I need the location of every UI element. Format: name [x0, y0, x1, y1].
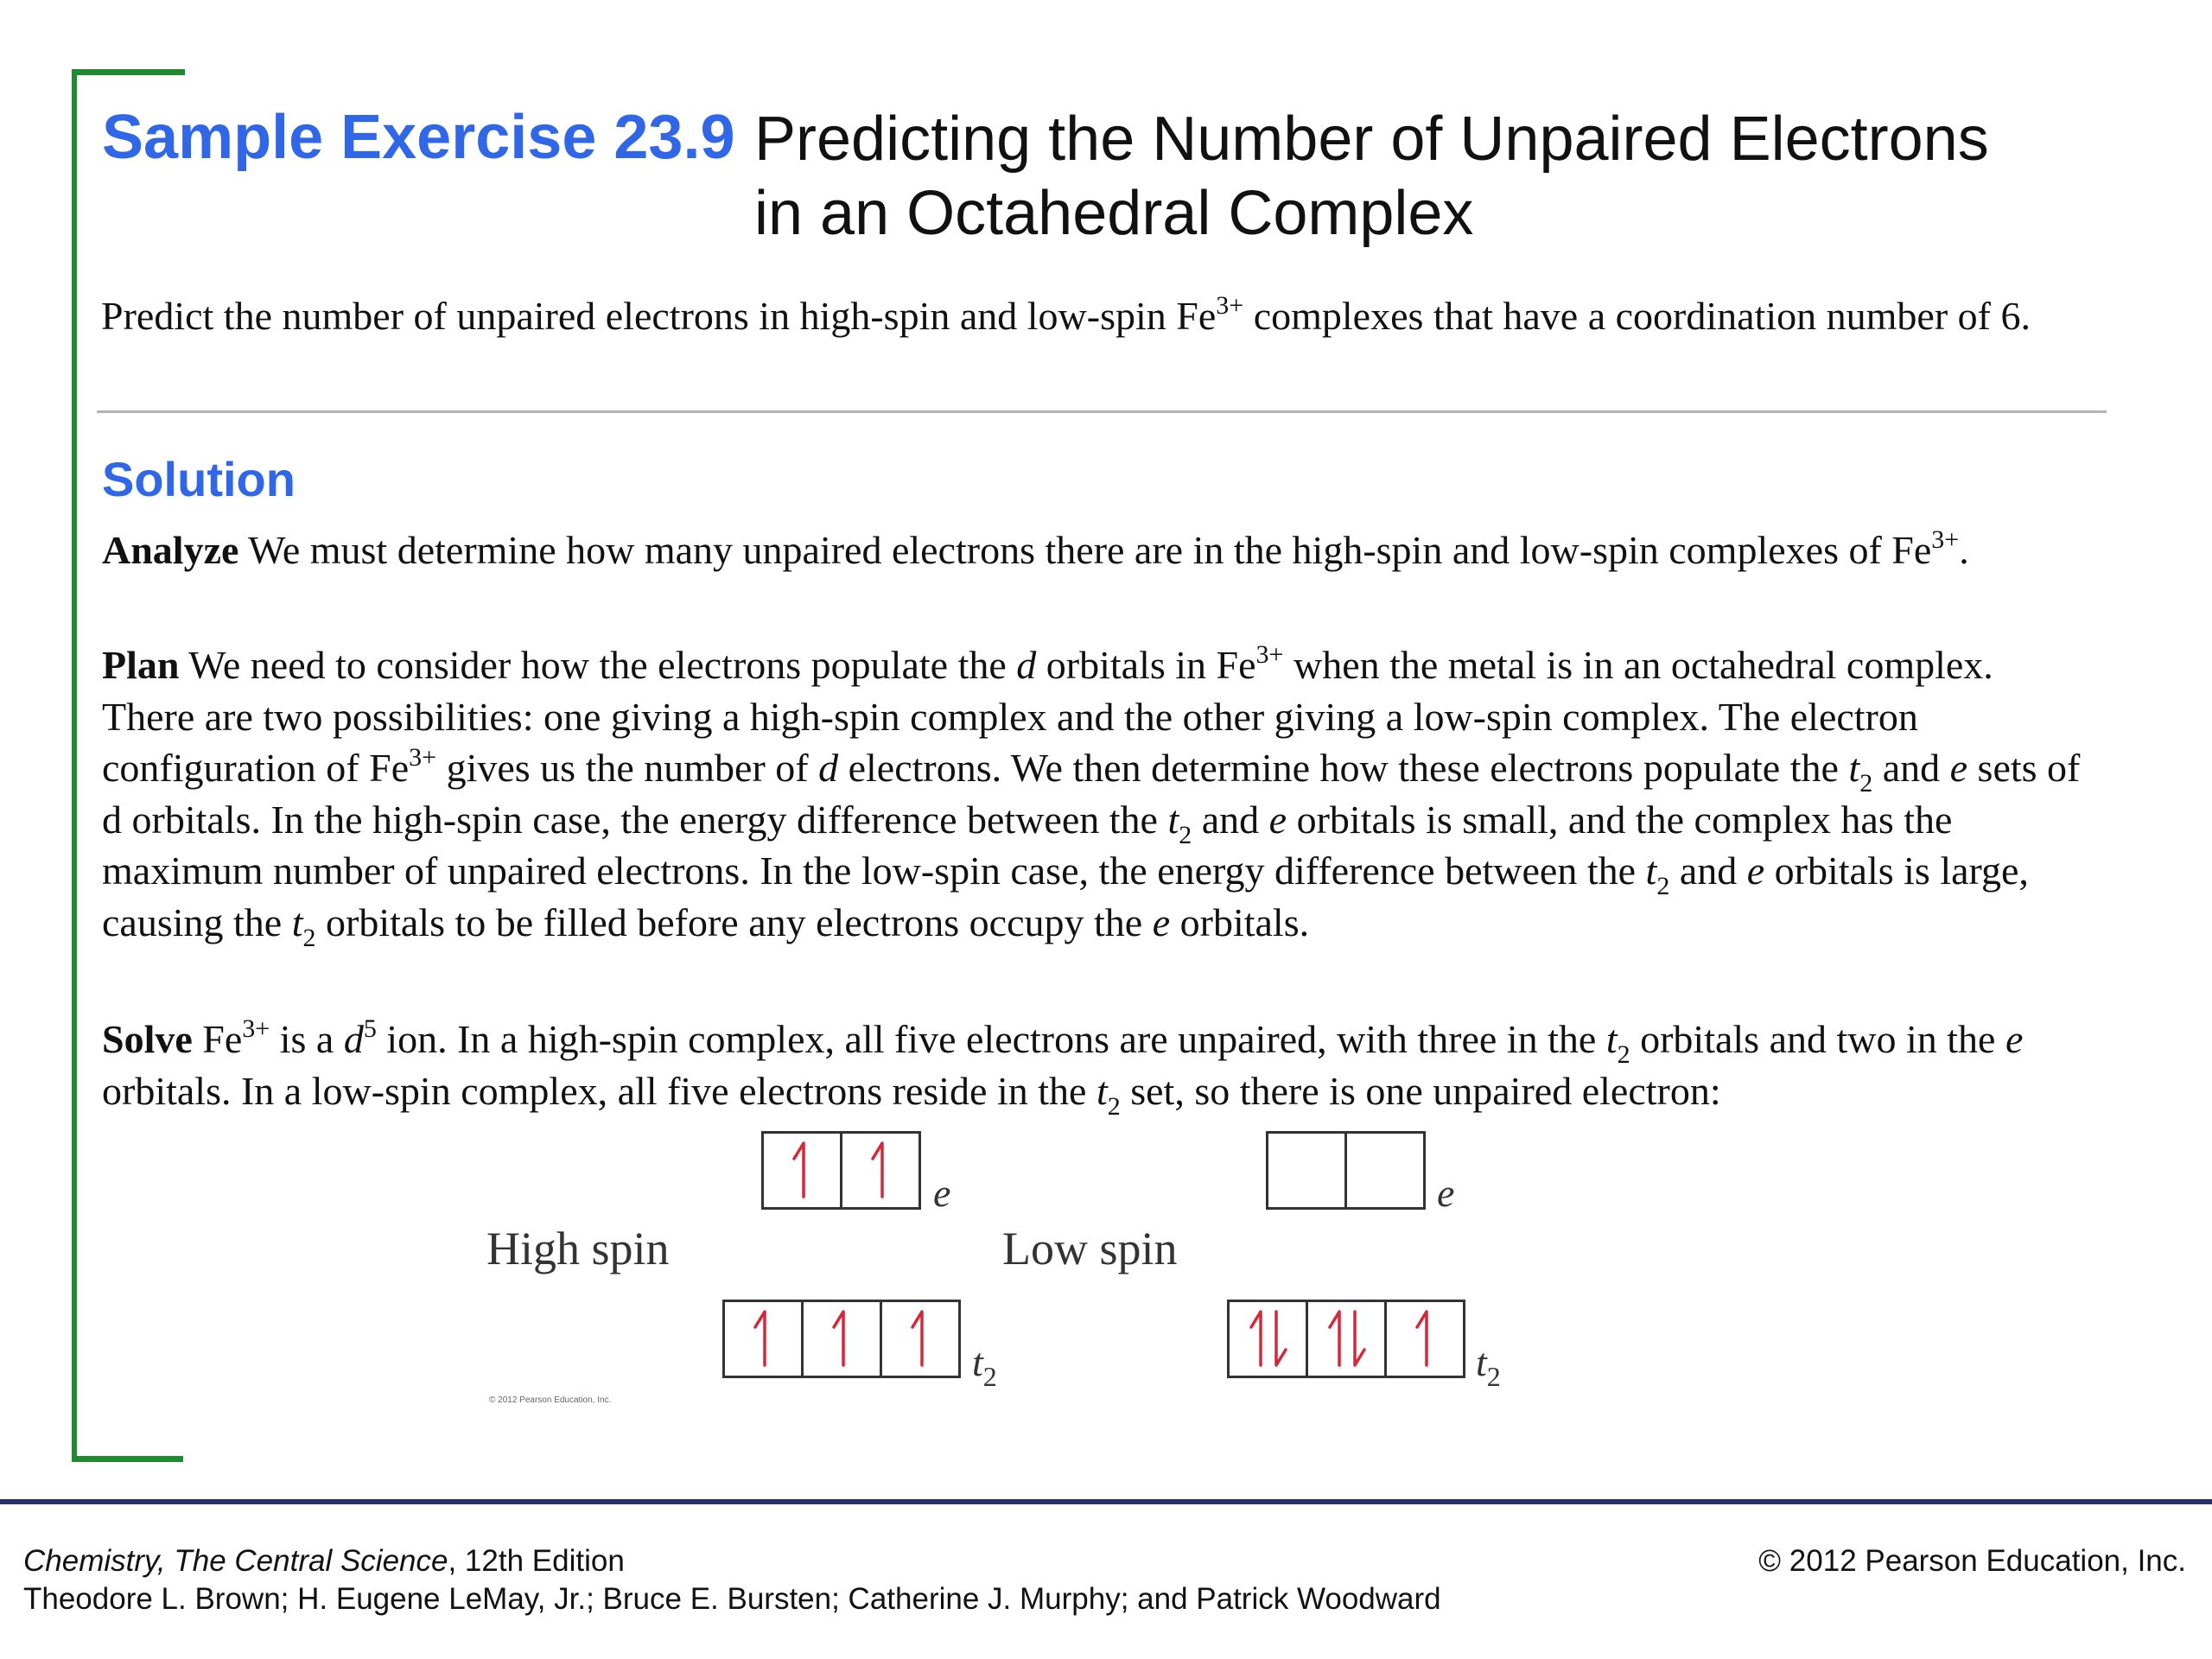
t2-symbol — [1848, 746, 1873, 798]
solve-text: ion. In a high-spin complex, all five electrons are unpaired, with three in the — [376, 1017, 1606, 1061]
left-bracket-bottom — [72, 1456, 183, 1462]
footer-rule — [0, 1499, 2212, 1504]
analyze-charge: 3+ — [1931, 525, 1960, 554]
low-spin-t2-orbitals — [1227, 1300, 1465, 1378]
high-spin-t2-orbitals — [722, 1300, 961, 1378]
plan-text: when the metal is in an octahedral complex. There are two possibilities: one giving a high-spin complex and the other giving a low-spin complex. The electron configuration of Fe — [102, 643, 1993, 790]
orbital-box — [1230, 1302, 1308, 1376]
plan-charge: 3+ — [409, 743, 437, 772]
t-symbol: t — [1096, 1068, 1108, 1113]
solve-text: orbitals and two in the — [1630, 1017, 2005, 1061]
orbital-box — [1347, 1134, 1423, 1207]
solve-label: Solve — [102, 1017, 193, 1061]
t-subscript: 2 — [1859, 769, 1873, 798]
unpaired-electron-icon — [855, 1140, 906, 1202]
t2-label-t: t — [972, 1340, 983, 1384]
plan-charge: 3+ — [1255, 640, 1284, 669]
paired-electrons-icon — [1242, 1308, 1294, 1370]
solve-text: Fe — [192, 1017, 243, 1061]
plan-text: sets of d orbitals. In the high-spin case, the energy difference between the — [102, 746, 2081, 842]
footer-authors: Theodore L. Brown; H. Eugene LeMay, Jr.; Bruce E. Bursten; Catherine J. Murphy; and Patrick Woodward — [23, 1582, 1441, 1616]
left-bracket-top — [72, 69, 185, 75]
t2-symbol — [291, 899, 316, 952]
t-subscript: 2 — [1179, 820, 1192, 849]
high-spin-t2-label — [972, 1339, 997, 1392]
orbital-box — [725, 1302, 804, 1376]
solve-d-exponent: 5 — [363, 1014, 377, 1043]
high-spin-e-label: e — [933, 1171, 951, 1215]
plan-text: and — [1872, 746, 1950, 790]
footer-edition: , 12th Edition — [448, 1544, 625, 1578]
t-symbol: t — [1167, 797, 1179, 842]
orbital-box — [1387, 1302, 1463, 1376]
e-symbol: e — [1949, 746, 1968, 790]
analyze-label: Analyze — [102, 528, 239, 572]
paired-electrons-icon — [1320, 1308, 1372, 1370]
footer-book-title: Chemistry, The Central Science — [23, 1544, 448, 1578]
orbital-box — [764, 1134, 842, 1207]
plan-text: orbitals to be filled before any electrons occupy the — [315, 899, 1153, 944]
footer-book-line — [23, 1542, 1441, 1580]
t2-symbol — [1096, 1068, 1121, 1121]
t2-label-sub: 2 — [982, 1361, 997, 1392]
plan-d-symbol: d — [818, 746, 839, 790]
analyze-text: We must determine how many unpaired electrons there are in the high-spin and low-spin complexes of Fe — [238, 528, 1932, 572]
t-subscript: 2 — [1107, 1091, 1121, 1121]
t2-symbol — [1167, 797, 1192, 849]
e-symbol: e — [1268, 797, 1287, 842]
exercise-title-line2: in an Octahedral Complex — [754, 179, 1474, 248]
plan-text: orbitals in Fe — [1036, 643, 1256, 687]
e-symbol: e — [2005, 1017, 2024, 1061]
analyze-paragraph — [102, 524, 2089, 576]
t2-symbol — [1645, 849, 1670, 900]
section-divider — [97, 410, 2107, 413]
solve-d-symbol: d — [343, 1017, 364, 1061]
orbital-box — [842, 1134, 918, 1207]
footer-citation — [23, 1542, 1441, 1618]
t-symbol: t — [291, 899, 303, 944]
plan-text: orbitals is large, causing the — [102, 849, 2029, 944]
t2-label-t: t — [1476, 1340, 1487, 1384]
t-subscript: 2 — [1656, 872, 1670, 900]
plan-text: We need to consider how the electrons populate the — [179, 643, 1017, 687]
problem-prompt — [101, 290, 2080, 341]
orbital-box — [1268, 1134, 1347, 1207]
footer-copyright: © 2012 Pearson Education, Inc. — [1758, 1544, 2186, 1578]
solve-text: is a — [270, 1017, 344, 1061]
low-spin-t2-label — [1476, 1339, 1501, 1392]
unpaired-electron-icon — [737, 1308, 789, 1370]
t-symbol: t — [1645, 849, 1657, 893]
figure-copyright: © 2012 Pearson Education, Inc. — [489, 1395, 612, 1405]
orbital-box — [882, 1302, 958, 1376]
prompt-charge: 3+ — [1216, 291, 1244, 320]
t-symbol: t — [1848, 746, 1860, 790]
unpaired-electron-icon — [894, 1308, 946, 1370]
unpaired-electron-icon — [776, 1140, 828, 1202]
solution-heading: Solution — [102, 452, 296, 506]
plan-text: orbitals is small, and the complex has the maximum number of unpaired electrons. In the low-spin case, the energy difference between the — [102, 797, 1953, 893]
exercise-label: Sample Exercise 23.9 — [102, 103, 735, 172]
unpaired-electron-icon — [816, 1308, 868, 1370]
plan-label: Plan — [102, 643, 180, 687]
plan-text: electrons. We then determine how these electrons populate the — [838, 746, 1849, 790]
t2-symbol — [1605, 1017, 1630, 1069]
prompt-text2: complexes that have a coordination number of 6. — [1243, 294, 2031, 338]
e-symbol: e — [1746, 849, 1765, 893]
t2-label-sub: 2 — [1486, 1361, 1501, 1392]
prompt-text1: Predict the number of unpaired electrons in high-spin and low-spin Fe — [101, 294, 1217, 338]
t-subscript: 2 — [302, 923, 316, 952]
exercise-title-line1: Predicting the Number of Unpaired Electrons — [754, 105, 1989, 174]
solve-paragraph — [102, 1014, 2089, 1121]
t-subscript: 2 — [1617, 1040, 1630, 1069]
analyze-text-end: . — [1959, 528, 1969, 572]
high-spin-e-orbitals — [761, 1131, 921, 1210]
t-symbol: t — [1605, 1017, 1618, 1061]
plan-text: gives us the number of — [436, 746, 819, 790]
unpaired-electron-icon — [1399, 1308, 1451, 1370]
exercise-title — [754, 102, 1989, 251]
plan-text: and — [1669, 849, 1747, 893]
low-spin-e-label: e — [1437, 1171, 1455, 1215]
plan-text: and — [1192, 797, 1269, 842]
orbital-box — [1308, 1302, 1387, 1376]
solve-charge: 3+ — [242, 1014, 270, 1043]
high-spin-label: High spin — [486, 1223, 670, 1274]
low-spin-label: Low spin — [1002, 1223, 1178, 1274]
orbital-box — [804, 1302, 882, 1376]
plan-text: orbitals. — [1170, 899, 1310, 944]
plan-d-symbol: d — [1016, 643, 1037, 687]
plan-paragraph — [102, 639, 2089, 952]
solve-text: orbitals. In a low-spin complex, all five electrons reside in the — [102, 1068, 1096, 1113]
left-bracket-bar — [72, 69, 77, 1462]
e-symbol: e — [1152, 899, 1171, 944]
solve-text: set, so there is one unpaired electron: — [1120, 1068, 1721, 1113]
low-spin-e-orbitals — [1266, 1131, 1426, 1210]
